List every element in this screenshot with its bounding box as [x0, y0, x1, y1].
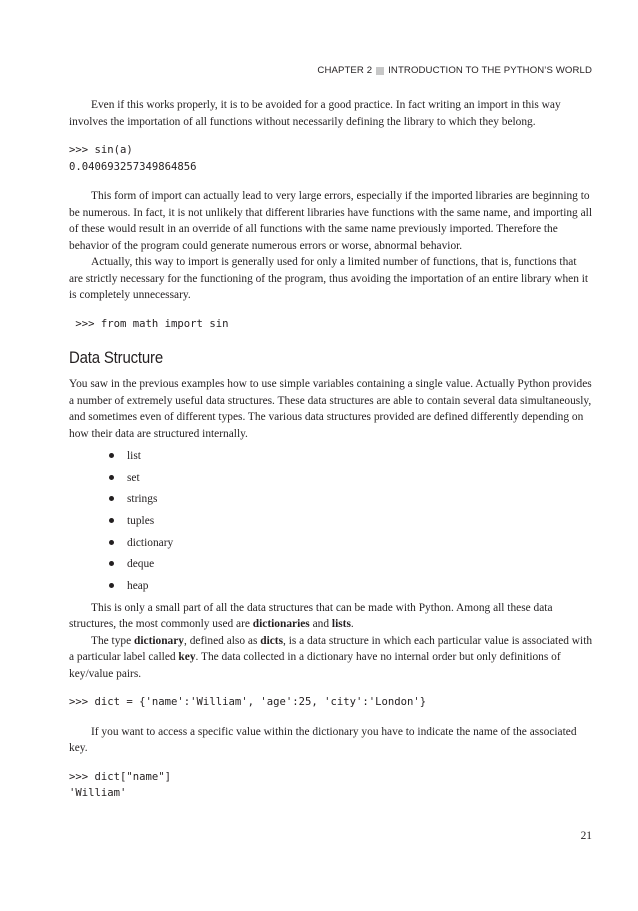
- bullet-icon: [109, 518, 114, 523]
- code-sin-result: 0.040693257349864856: [69, 160, 197, 173]
- paragraph-data-structures-intro: You saw in the previous examples how to use simple variables containing a single value. Actually Python provides a number of extremely useful data structures. These data structures are able to contain several data simultaneously, and sometimes even of different types. The various data structures provided are defined differently depending on how their data are structured internally.: [69, 378, 592, 440]
- code-dict-definition: >>> dict = {'name':'William', 'age':25, 'city':'London'}: [69, 696, 427, 709]
- code-dict-access: >>> dict["name"]: [69, 770, 172, 783]
- paragraph-dict-access: If you want to access a specific value within the dictionary you have to indicate the name of the associated key.: [69, 725, 577, 755]
- list-item: heap: [69, 578, 593, 600]
- code-dict-access-result: 'William': [69, 787, 127, 800]
- bullet-icon: [109, 561, 114, 566]
- list-item: list: [69, 448, 593, 470]
- bullet-icon: [109, 583, 114, 588]
- paragraph-dictionary-definition: The type dictionary, defined also as dicts, is a data structure in which each particular value is associated with a particular label called key. The data collected in a dictionary have no internal order but only definitions of key/value pairs.: [69, 634, 593, 680]
- list-item: tuples: [69, 513, 593, 535]
- page-content: [69, 97, 593, 802]
- bullet-icon: [109, 475, 114, 480]
- list-item: set: [69, 470, 593, 492]
- bullet-icon: [109, 453, 114, 458]
- list-item: dictionary: [69, 535, 593, 557]
- page-number: 21: [580, 830, 592, 842]
- bullet-icon: [109, 540, 114, 545]
- code-sin-call: >>> sin(a): [69, 144, 133, 156]
- list-item: strings: [69, 491, 593, 513]
- running-header: [317, 65, 592, 76]
- paragraph-import-warning: Even if this works properly, it is to be avoided for a good practice. In fact writing an import in this way involves the importation of all functions without necessarily defining the library to which they belong.: [69, 99, 561, 128]
- bullet-icon: [109, 496, 114, 501]
- chapter-title: INTRODUCTION TO THE PYTHON’S WORLD: [388, 65, 592, 76]
- data-structure-list: [69, 448, 593, 600]
- header-separator-square: [376, 67, 384, 75]
- code-from-import: >>> from math import sin: [69, 317, 229, 330]
- paragraph-import-limited: Actually, this way to import is generally used for only a limited number of functions, that is, functions that are strictly necessary for the functioning of the program, thus avoiding the importation of an entire library when it is completely unnecessary.: [69, 256, 589, 301]
- paragraph-common-structures: This is only a small part of all the data structures that can be made with Python. Among all these data structures, the most commonly used are dictionaries and lists.: [69, 601, 553, 631]
- section-heading: Data Structure: [69, 348, 163, 367]
- chapter-label: CHAPTER 2: [317, 65, 373, 76]
- list-item: deque: [69, 556, 593, 578]
- paragraph-import-errors: This form of import can actually lead to very large errors, especially if the imported libraries are beginning to be numerous. In fact, it is not unlikely that different libraries have functions with the same name, and importing all of these would result in an override of all functions with the same name previously imported. Therefore the behavior of the program could generate numerous errors or worse, abnormal behavior.: [69, 190, 592, 252]
